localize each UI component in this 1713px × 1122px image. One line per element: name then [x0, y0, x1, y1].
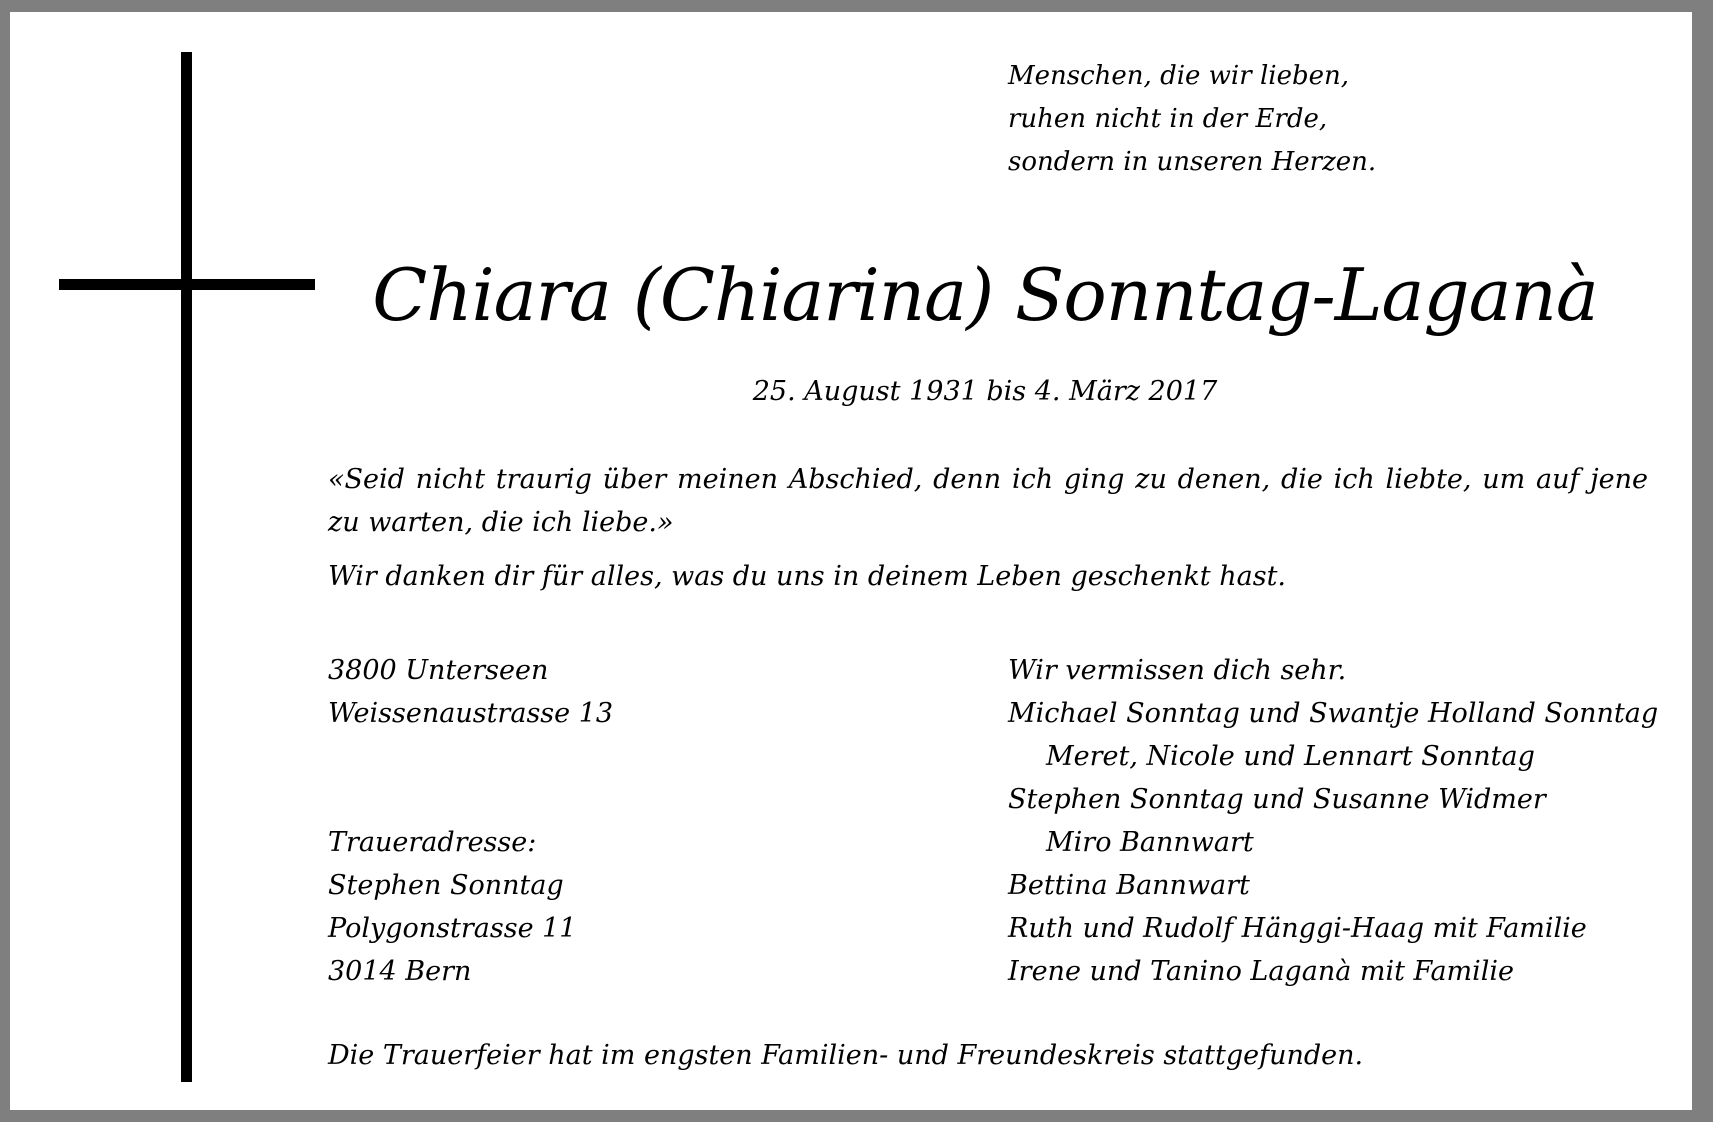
spacer: [328, 735, 613, 778]
address-column: [328, 649, 613, 993]
cross-vertical-bar: [181, 52, 192, 1082]
life-dates: 25. August 1931 bis 4. März 2017: [752, 376, 1218, 407]
address-street: Weissenaustrasse 13: [328, 698, 614, 729]
mourning-address-street: Polygonstrasse 11: [328, 913, 577, 944]
cross-horizontal-bar: [59, 279, 315, 290]
poem-line: Menschen, die wir lieben,: [1008, 61, 1349, 91]
mourner-line: Ruth und Rudolf Hänggi-Haag mit Familie: [1008, 913, 1587, 944]
mourning-address-city: 3014 Bern: [328, 956, 472, 987]
mourning-address-label: Traueradresse:: [328, 827, 537, 858]
mourning-address-name: Stephen Sonntag: [328, 870, 564, 901]
funeral-note: Die Trauerfeier hat im engsten Familien- und Freundeskreis stattgefunden.: [328, 1040, 1364, 1071]
mourner-line: Irene und Tanino Laganà mit Familie: [1008, 956, 1515, 987]
poem-line: sondern in unseren Herzen.: [1008, 147, 1377, 177]
poem-line: ruhen nicht in der Erde,: [1008, 104, 1328, 134]
mourner-line: Meret, Nicole und Lennart Sonntag: [1046, 741, 1535, 772]
deceased-name: Chiara (Chiarina) Sonntag-Laganà: [372, 253, 1598, 337]
address-city: 3800 Unterseen: [328, 655, 549, 686]
mourner-line: Stephen Sonntag und Susanne Widmer: [1008, 784, 1546, 815]
mourners-intro: Wir vermissen dich sehr.: [1008, 655, 1347, 686]
mourner-line: Miro Bannwart: [1046, 827, 1254, 858]
poem: [1008, 55, 1376, 184]
mourners-column: [1008, 649, 1658, 993]
obituary-notice: [10, 12, 1692, 1110]
mourner-line: Michael Sonntag und Swantje Holland Sonntag: [1008, 698, 1659, 729]
farewell-quote: «Seid nicht traurig über meinen Abschied, denn ich ging zu denen, die ich liebte, um auf jene zu warten, die ich liebe.»: [328, 464, 1648, 538]
thanks-text: Wir danken dir für alles, was du uns in deinem Leben geschenkt hast.: [328, 561, 1287, 592]
mourner-line: Bettina Bannwart: [1008, 870, 1250, 901]
spacer: [328, 778, 613, 821]
